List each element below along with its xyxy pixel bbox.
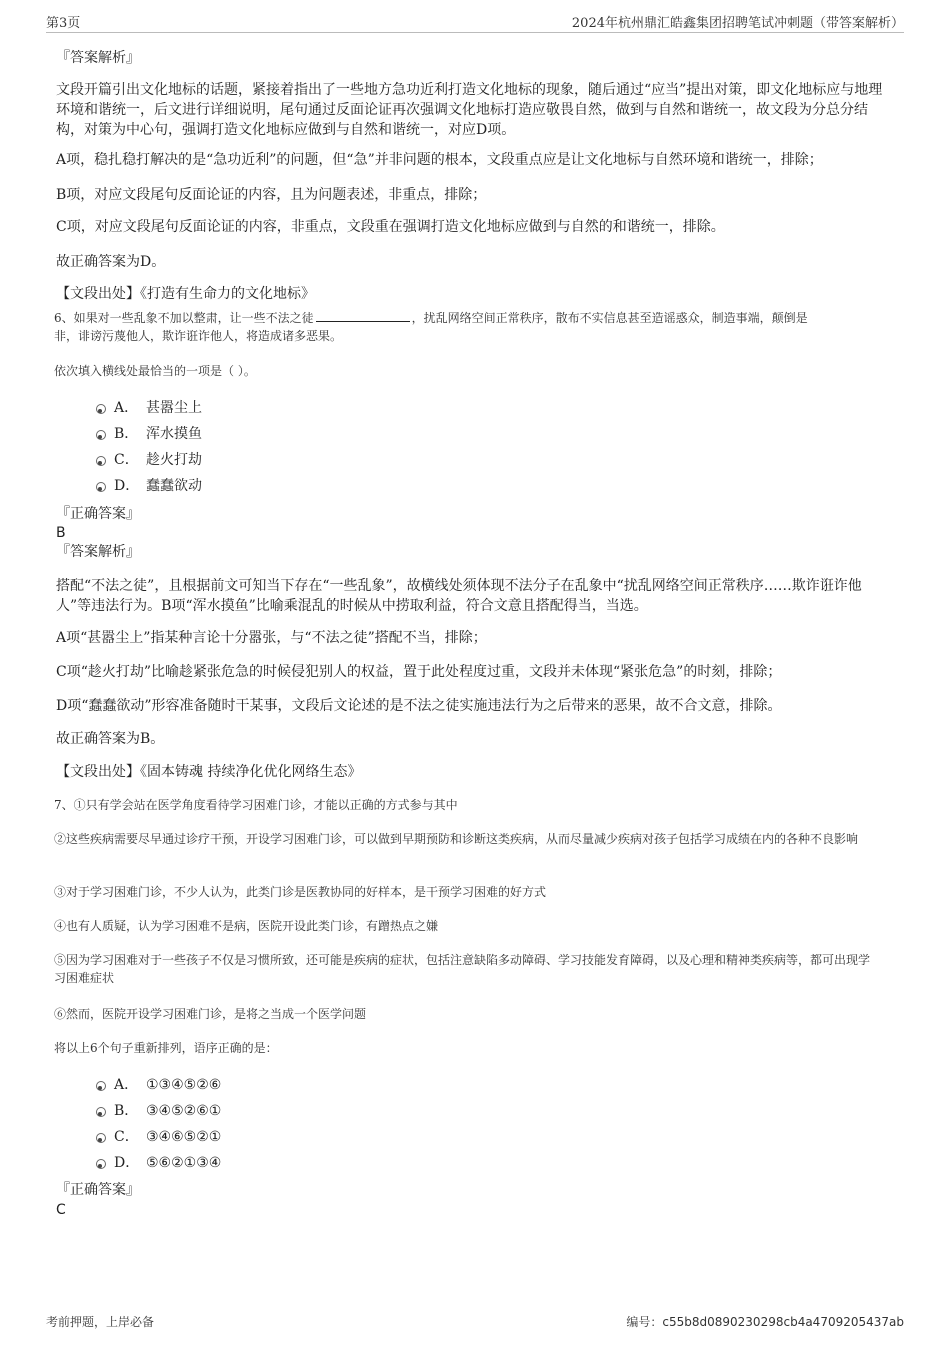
q5-conclusion: 故正确答案为D。 <box>56 254 166 270</box>
q7-answer: C <box>56 1202 66 1218</box>
q5-analysis-label: 『答案解析』 <box>56 50 140 66</box>
q6-analysis-p2: A项“甚嚣尘上”指某种言论十分嚣张，与“不法之徒”搭配不当，排除； <box>56 630 487 646</box>
q6-stem <box>54 309 894 345</box>
q6-option-c[interactable] <box>56 447 456 473</box>
option-letter: C． <box>114 452 139 468</box>
q7-prompt: 将以上6个句子重新排列，语序正确的是： <box>54 1041 278 1055</box>
q7-answer-label: 『正确答案』 <box>56 1182 140 1198</box>
option-text: 趁火打劫 <box>146 452 202 468</box>
page-header <box>46 12 904 33</box>
option-text: 甚嚣尘上 <box>146 400 202 416</box>
q5-analysis-p3: B项，对应文段尾句反面论证的内容，且为问题表述，非重点，排除； <box>56 187 487 203</box>
q7-sentence-2: ②这些疾病需要尽早通过诊疗干预，开设学习困难门诊，可以做到早期预防和诊断这类疾病，从而尽量减少疾病对孩子包括学习成绩在内的各种不良影响 <box>54 832 859 846</box>
q6-option-b[interactable] <box>56 421 456 447</box>
option-letter: D． <box>114 478 140 494</box>
option-text: 蠢蠢欲动 <box>146 478 202 494</box>
q6-option-a[interactable] <box>56 395 456 421</box>
radio-icon[interactable] <box>96 1107 106 1117</box>
document-title: 2024年杭州鼎汇皓鑫集团招聘笔试冲刺题（带答案解析） <box>571 16 904 31</box>
option-letter: C． <box>114 1129 139 1145</box>
q5-source: 【文段出处】《打造有生命力的文化地标》 <box>56 286 315 302</box>
q7-sentence-5: ⑤因为学习困难对于一些孩子不仅是习惯所致，还可能是疾病的症状，包括注意缺陷多动障碍、学习技能发育障碍，以及心理和精神类疾病等，都可出现学习困难症状 <box>54 953 871 985</box>
page-number: 第3页 <box>46 16 81 31</box>
q6-options <box>56 395 456 499</box>
q6-analysis-label: 『答案解析』 <box>56 544 140 560</box>
q7-sentence-6: ⑥然而，医院开设学习困难门诊，是将之当成一个医学问题 <box>54 1007 367 1021</box>
option-text: ①③④⑤②⑥ <box>146 1077 222 1093</box>
q7-option-a[interactable] <box>56 1072 456 1098</box>
radio-icon[interactable] <box>96 1159 106 1169</box>
page-footer <box>46 1313 904 1331</box>
option-letter: A． <box>114 400 139 416</box>
radio-icon[interactable] <box>96 430 106 440</box>
q7-option-b[interactable] <box>56 1098 456 1124</box>
q6-stem-part3: 非，诽谤污蔑他人，欺诈诳诈他人，将造成诸多恶果。 <box>54 329 343 343</box>
option-text: 浑水摸鱼 <box>146 426 202 442</box>
footer-slogan: 考前押题，上岸必备 <box>46 1315 155 1329</box>
q6-conclusion: 故正确答案为B。 <box>56 731 165 747</box>
q6-blank-line <box>316 309 410 322</box>
option-letter: A． <box>114 1077 139 1093</box>
option-text: ⑤⑥②①③④ <box>146 1155 222 1171</box>
q7-sentence-3: ③对于学习困难门诊，不少人认为，此类门诊是医教协同的好样本，是干预学习困难的好方式 <box>54 885 547 899</box>
radio-icon[interactable] <box>96 482 106 492</box>
q6-prompt: 依次填入横线处最恰当的一项是（ ）。 <box>54 364 256 378</box>
radio-icon[interactable] <box>96 456 106 466</box>
q6-answer-label: 『正确答案』 <box>56 506 140 522</box>
q6-stem-part1: 6、如果对一些乱象不加以整肃，让一些不法之徒 <box>54 311 314 325</box>
document-id: 编号：c55b8d0890230298cb4a4709205437ab <box>626 1315 904 1329</box>
q7-option-c[interactable] <box>56 1124 456 1150</box>
q5-analysis-p1: 文段开篇引出文化地标的话题，紧接着指出了一些地方急功近利打造文化地标的现象，随后通过“应当”提出对策，即文化地标应与地理环境和谐统一，后文进行详细说明，尾句通过反面论证再次强调文化地标打造应敬畏自然，做到与自然和谐统一，故文段为分总分结构，对策为中心句，强调打造文化地标应做到与自然和谐统一，对应D项。 <box>56 82 883 138</box>
q6-source: 【文段出处】《固本铸魂 持续净化优化网络生态》 <box>56 764 362 780</box>
q6-stem-part2: ，扰乱网络空间正常秩序，散布不实信息甚至造谣惑众，制造事端，颠倒是 <box>411 311 808 325</box>
radio-icon[interactable] <box>96 1133 106 1143</box>
q7-sentence-4: ④也有人质疑，认为学习困难不是病，医院开设此类门诊，有蹭热点之嫌 <box>54 919 439 933</box>
q5-analysis-p4: C项，对应文段尾句反面论证的内容，非重点，文段重在强调打造文化地标应做到与自然的和谐统一，排除。 <box>56 219 725 235</box>
radio-icon[interactable] <box>96 1081 106 1091</box>
q7-sentence-1: 7、①只有学会站在医学角度看待学习困难门诊，才能以正确的方式参与其中 <box>54 798 458 812</box>
q6-answer: B <box>56 525 66 541</box>
q7-options <box>56 1072 456 1176</box>
option-letter: B． <box>114 426 139 442</box>
q7-option-d[interactable] <box>56 1150 456 1176</box>
q5-analysis-p2: A项，稳扎稳打解决的是“急功近利”的问题，但“急”并非问题的根本，文段重点应是让文化地标与自然环境和谐统一，排除； <box>56 152 823 168</box>
q6-analysis-p4: D项“蠢蠢欲动”形容准备随时干某事，文段后文论述的是不法之徒实施违法行为之后带来的恶果，故不合文意，排除。 <box>56 698 782 714</box>
q6-analysis-p3: C项“趁火打劫”比喻趁紧张危急的时候侵犯别人的权益，置于此处程度过重，文段并未体现“紧张危急”的时刻，排除； <box>56 664 782 680</box>
q6-analysis-p1: 搭配“不法之徒”，且根据前文可知当下存在“一些乱象”，故横线处须体现不法分子在乱象中“扰乱网络空间正常秩序……欺诈诳诈他人”等违法行为。B项“浑水摸鱼”比喻乘混乱的时候从中捞取利益，符合文意且搭配得当，当选。 <box>56 578 862 614</box>
option-text: ③④⑥⑤②① <box>146 1129 222 1145</box>
option-letter: D． <box>114 1155 140 1171</box>
radio-icon[interactable] <box>96 404 106 414</box>
q6-option-d[interactable] <box>56 473 456 499</box>
option-letter: B． <box>114 1103 139 1119</box>
option-text: ③④⑤②⑥① <box>146 1103 222 1119</box>
